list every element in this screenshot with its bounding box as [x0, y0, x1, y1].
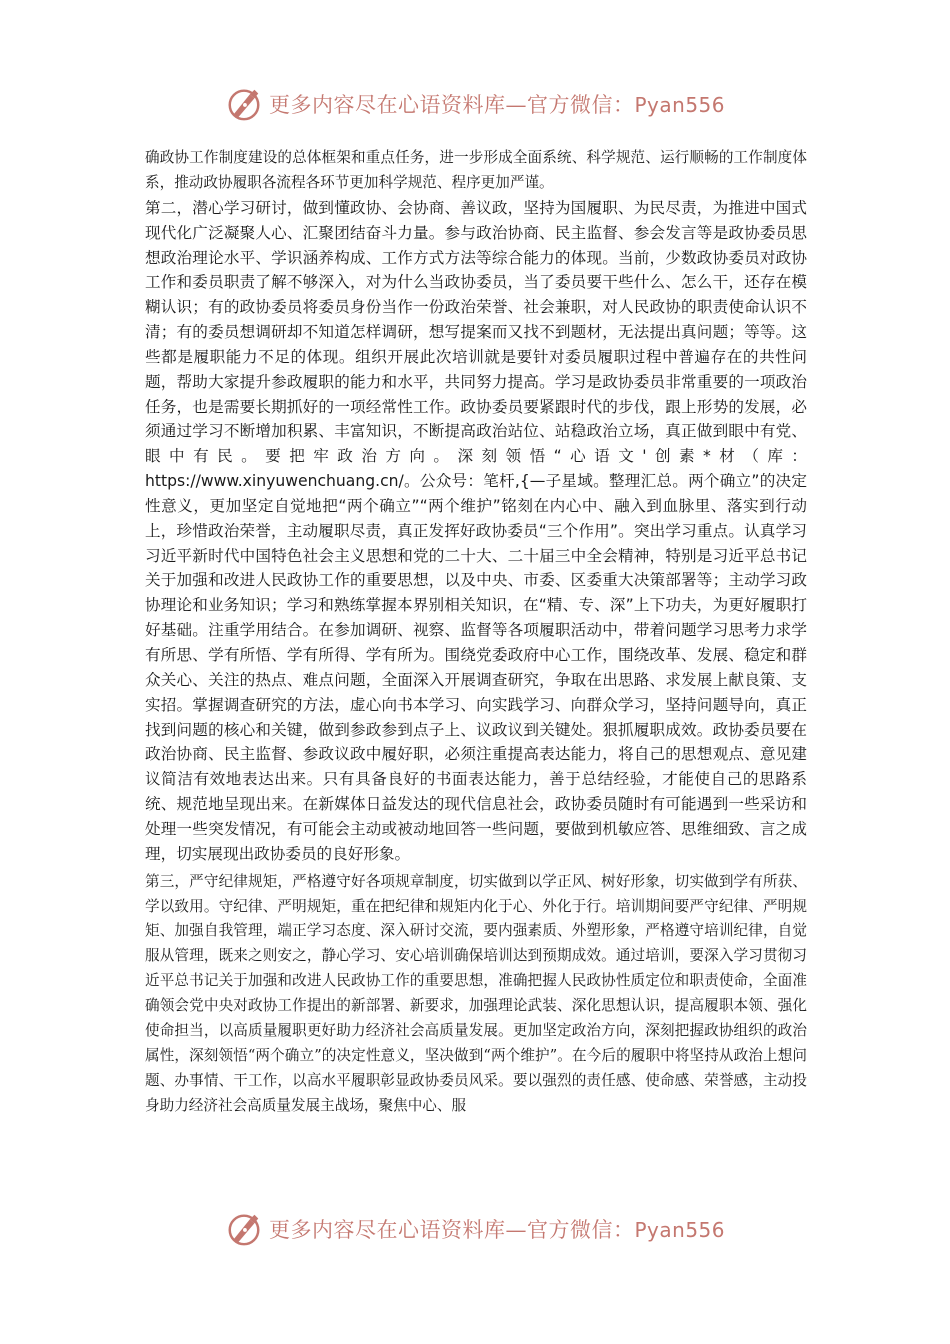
header-watermark-banner	[0, 82, 950, 126]
watermark-text: 更多内容尽在心语资料库—官方微信：Pyan556	[268, 93, 725, 117]
document-body	[145, 146, 807, 1119]
footer-watermark-banner	[0, 1207, 950, 1251]
paragraph: 确政协工作制度建设的总体框架和重点任务，进一步形成全面系统、科学规范、运行顺畅的工作制度体系，推动政协履职各流程各环节更加科学规范、程序更加严谨。	[145, 149, 807, 191]
paragraph: 第三，严守纪律规矩，严格遵守好各项规章制度，切实做到以学正风、树好形象，切实做到学有所获、学以致用。守纪律、严明规矩，重在把纪律和规矩内化于心、外化于行。培训期间要严守纪律、严明规矩、加强自我管理，端正学习态度、深入研讨交流，要内强素质、外塑形象，严格遵守培训纪律，自觉服从管理，既来之则安之，静心学习、安心培训确保培训达到预期成效。通过培训，要深入学习贯彻习近平总书记关于加强和改进人民政协工作的重要思想，准确把握人民政协性质定位和职责使命，全面准确领会党中央对政协工作提出的新部署、新要求，加强理论武装、深化思想认识，提高履职本领、强化使命担当，以高质量履职更好助力经济社会高质量发展。更加坚定政治方向，深刻把握政协组织的政治属性，深刻领悟“两个确立”的决定性意义，坚决做到“两个维护”。在今后的履职中将坚持从政治上想问题、办事情、干工作，以高水平履职彰显政协委员风采。要以强烈的责任感、使命感、荣誉感，主动投身助力经济社会高质量发展主战场，聚焦中心、服	[145, 872, 807, 1114]
watermark-text: 更多内容尽在心语资料库—官方微信：Pyan556	[268, 1218, 725, 1242]
pen-nib-circle-icon	[225, 85, 263, 123]
pen-nib-circle-icon	[225, 1210, 263, 1248]
paragraph: 第二，潜心学习研讨，做到懂政协、会协商、善议政，坚持为国履职、为民尽责，为推进中国式现代化广泛凝聚人心、汇聚团结奋斗力量。参与政治协商、民主监督、参会发言等是政协委员思想政治理论水平、学识涵养构成、工作方式方法等综合能力的体现。当前，少数政协委员对政协工作和委员职责了解不够深入，对为什么当政协委员，当了委员要干些什么、怎么干，还存在模糊认识；有的政协委员将委员身份当作一份政治荣誉、社会兼职，对人民政协的职责使命认识不清；有的委员想调研却不知道怎样调研，想写提案而又找不到题材，无法提出真问题；等等。这些都是履职能力不足的体现。组织开展此次培训就是要针对委员履职过程中普遍存在的共性问题，帮助大家提升参政履职的能力和水平，共同努力提高。学习是政协委员非常重要的一项政治任务，也是需要长期抓好的一项经常性工作。政协委员要紧跟时代的步伐，跟上形势的发展，必须通过学习不断增加积累、丰富知识，不断提高政治站位、站稳政治立场，真正做到眼中有党、眼中有民。要把牢政治方向。深刻领悟“心语文'创素*材（库：https://www.xinyuwenchuang.cn/。公众号：笔杆,{—子星域。整理汇总。两个确立”的决定性意义，更加坚定自觉地把“两个确立”“两个维护”铭刻在内心中、融入到血脉里、落实到行动上，珍惜政治荣誉，主动履职尽责，真正发挥好政协委员“三个作用”。突出学习重点。认真学习习近平新时代中国特色社会主义思想和党的二十大、二十届三中全会精神，特别是习近平总书记关于加强和改进人民政协工作的重要思想，以及中央、市委、区委重大决策部署等；主动学习政协理论和业务知识；学习和熟练掌握本界别相关知识，在“精、专、深”上下功夫，为更好履职打好基础。注重学用结合。在参加调研、视察、监督等各项履职活动中，带着问题学习思考力求学有所思、学有所悟、学有所得、学有所为。围绕党委政府中心工作，围绕改革、发展、稳定和群众关心、关注的热点、难点问题，全面深入开展调查研究，争取在出思路、求发展上献良策、支实招。掌握调查研究的方法，虚心向书本学习、向实践学习、向群众学习，坚持问题导向，真正找到问题的核心和关键，做到参政参到点子上、议政议到关键处。狠抓履职成效。政协委员要在政治协商、民主监督、参政议政中履好职，必须注重提高表达能力，将自己的思想观点、意见建议简洁有效地表达出来。只有具备良好的书面表达能力，善于总结经验，才能使自己的思路系统、规范地呈现出来。在新媒体日益发达的现代信息社会，政协委员随时有可能遇到一些采访和处理一些突发情况，有可能会主动或被动地回答一些问题，要做到机敏应答、思维细致、言之成理，切实展现出政协委员的良好形象。	[145, 198, 807, 863]
